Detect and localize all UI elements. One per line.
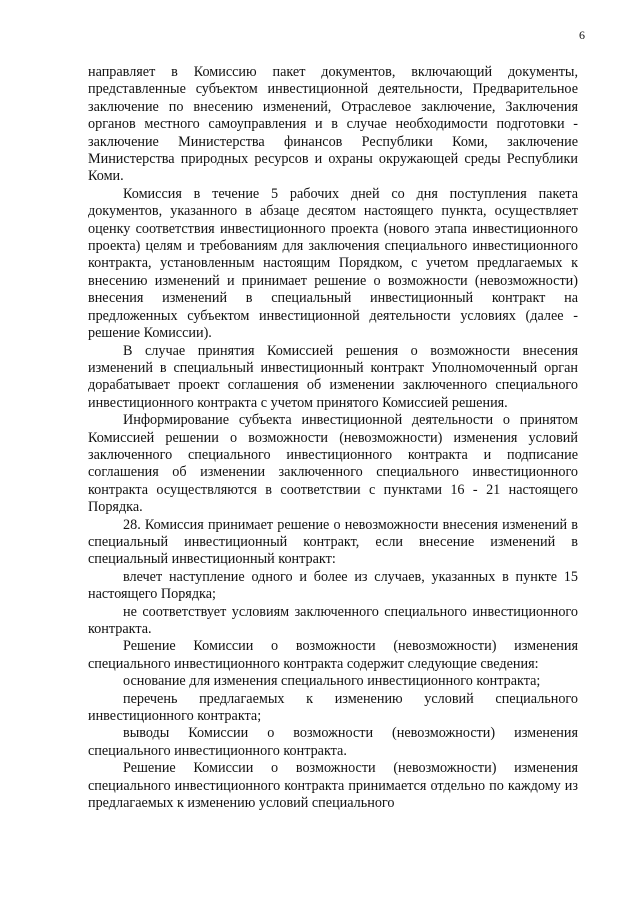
list-item-condition-2: не соответствует условиям заключенного специального инвестиционного контракта. — [88, 603, 578, 637]
list-item-conditions-list: перечень предлагаемых к изменению условий специального инвестиционного контракта; — [88, 690, 578, 725]
list-item-conclusions: выводы Комиссии о возможности (невозможности) изменения специального инвестиционного контракта. — [88, 725, 578, 759]
paragraph-separate-decision: Решение Комиссии о возможности (невозможности) изменения специального инвестиционного контракта принимается отдельно по каждому из предлагаемых к изменению условий специального — [88, 760, 578, 812]
page-number: 6 — [579, 28, 585, 42]
list-item-condition-1: влечет наступление одного и более из случаев, указанных в пункте 15 настоящего Порядка; — [88, 568, 578, 603]
paragraph-positive-decision: В случае принятия Комиссией решения о возможности внесения изменений в специальный инвестиционный контракт Уполномоченный орган дорабатывает проект соглашения об изменении заключенного специального инвестиционного контракта с учетом принятого Комиссией решения. — [88, 342, 578, 411]
document-body — [88, 64, 578, 812]
list-item-basis: основание для изменения специального инвестиционного контракта; — [123, 673, 541, 690]
paragraph-clause-28: 28. Комиссия принимает решение о невозможности внесения изменений в специальный инвестиционный контракт, если внесение изменений в специальный инвестиционный контракт: — [88, 516, 578, 568]
paragraph-decision-contents: Решение Комиссии о возможности (невозможности) изменения специального инвестиционного контракта содержит следующие сведения: — [88, 638, 578, 672]
paragraph-commission-assessment: Комиссия в течение 5 рабочих дней со дня поступления пакета документов, указанного в абзаце десятом настоящего пункта, осуществляет оценку соответствия инвестиционного проекта (нового этапа инвестиционного проекта) целям и требованиям для заключения специального инвестиционного контракта, установленным настоящим Порядком, с учетом предлагаемых к внесению изменений и принимает решение о возможности (невозможности) внесения изменений в специальный инвестиционный контракт на предложенных субъектом инвестиционной деятельности условиях (далее - решение Комиссии). — [88, 185, 578, 342]
paragraph-informing: Информирование субъекта инвестиционной деятельности о принятом Комиссией решении о возможности (невозможности) изменения условий заключенного специального инвестиционного контракта и подписание соглашения об изменении заключенного специального инвестиционного контракта осуществляются в соответствии с пунктами 16 - 21 настоящего Порядка. — [88, 412, 578, 516]
paragraph-continuation: направляет в Комиссию пакет документов, включающий документы, представленные субъектом инвестиционной деятельности, Предварительное заключение по внесению изменений, Отраслевое заключение, Заключения органов местного самоуправления и в случае необходимости подготовки - заключение Министерства финансов Республики Коми, заключение Министерства природных ресурсов и охраны окружающей среды Республики Коми. — [88, 64, 578, 185]
